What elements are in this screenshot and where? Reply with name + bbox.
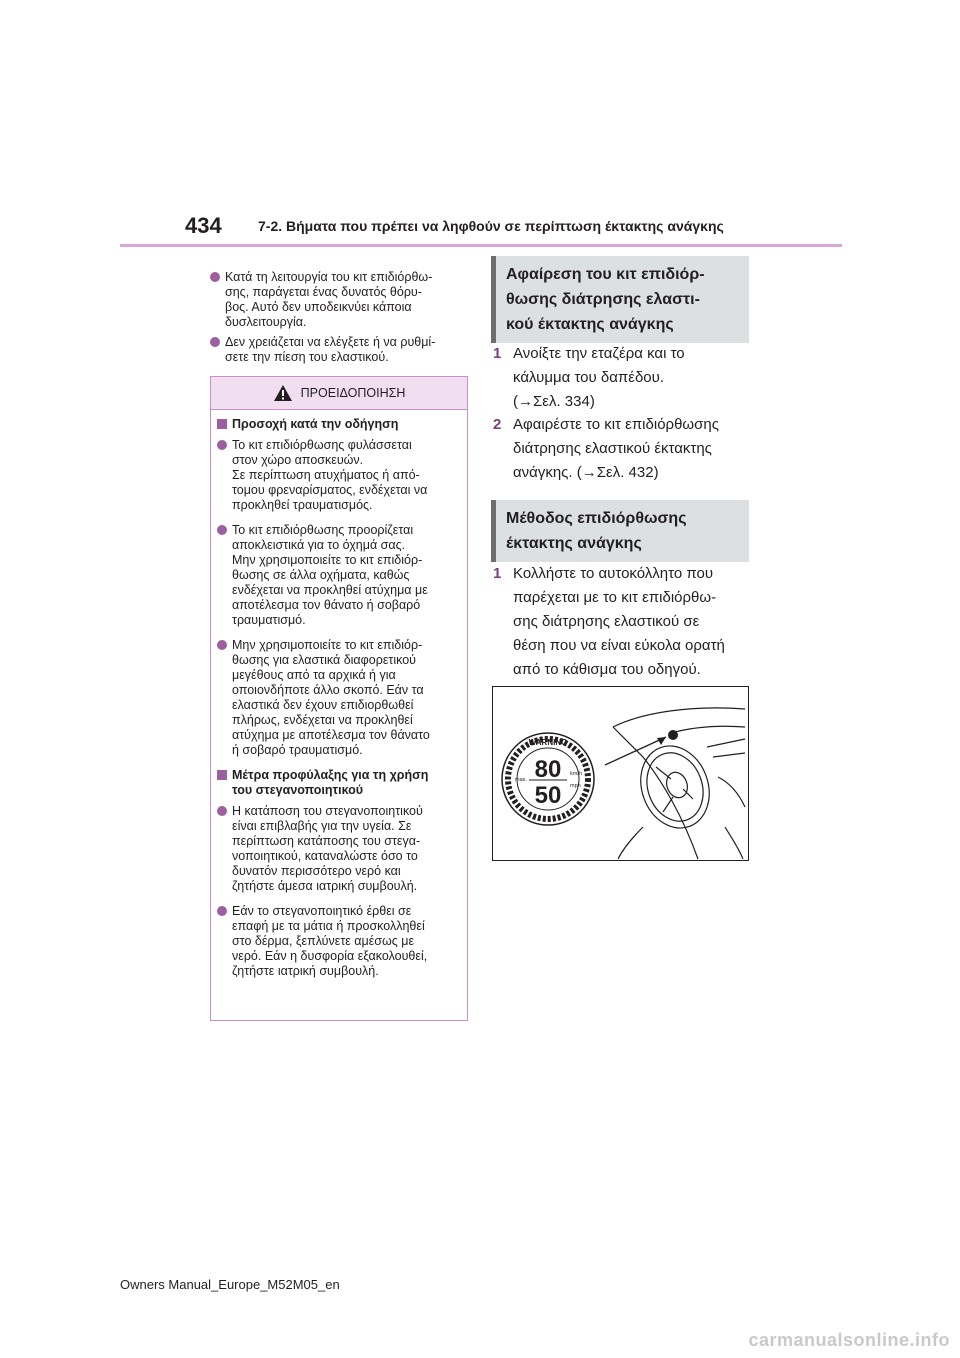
text-line: Εάν το στεγανοποιητικό έρθει σε — [232, 904, 412, 918]
subheading-text: Μέτρα προφύλαξης για τη χρήση — [232, 768, 429, 782]
text-line: Το κιτ επιδιόρθωσης φυλάσσεται — [232, 438, 412, 452]
sticker-speed-kmh: 80 — [534, 756, 562, 783]
text-line: Μην χρησιμοποιείτε το κιτ επιδιόρ- — [232, 553, 423, 567]
notes-list — [210, 270, 470, 370]
text-line: πλήρως, ενδέχεται να προκληθεί — [232, 713, 413, 727]
chapter-title: 7-2. Βήματα που πρέπει να ληφθούν σε περίπτωση έκτακτης ανάγκης — [258, 218, 724, 234]
step-item — [493, 342, 751, 414]
text-line: νοποιητικού, καταναλώστε όσο το — [232, 849, 418, 863]
sticker-unit-kmh: km/h — [570, 771, 582, 777]
bullet-icon — [217, 525, 227, 535]
text-line: Ανοίξτε την εταζέρα και το — [513, 345, 685, 362]
warning-triangle-icon — [273, 384, 293, 402]
text-line: ζητήστε άμεσα ιατρική συμβουλή. — [232, 879, 418, 893]
section-heading-method — [491, 500, 749, 562]
watermark: carmanualsonline.info — [748, 1330, 950, 1350]
text-line: Σε περίπτωση ατυχήματος ή από- — [232, 468, 420, 482]
sticker-max-label: max. — [515, 777, 527, 783]
text-line: διάτρησης ελαστικού έκτακτης — [513, 440, 712, 457]
text-line: Μην χρησιμοποιείτε το κιτ επιδιόρ- — [232, 638, 423, 652]
illustration-svg — [493, 687, 748, 860]
text-line: θωσης σε άλλα οχήματα, καθώς — [232, 568, 410, 582]
text-line: αποκλειστικά για το όχημά σας. — [232, 538, 406, 552]
note-item — [210, 335, 470, 365]
warning-item — [217, 904, 461, 979]
step-number: 1 — [493, 345, 502, 362]
text-line: ατύχημα με αποτέλεσμα τον θάνατο — [232, 728, 430, 742]
subheading-text: του στεγανοποιητικού — [232, 783, 364, 797]
warning-box — [210, 376, 468, 1021]
text-line: δυσλειτουργία. — [225, 315, 307, 329]
bullet-icon — [217, 906, 227, 916]
text-line: Η κατάποση του στεγανοποιητικού — [232, 804, 423, 818]
heading-line: κού έκτακτης ανάγκης — [506, 316, 674, 333]
text-line: στον χώρο αποσκευών. — [232, 453, 364, 467]
text-line: ζητήστε ιατρική συμβουλή. — [232, 964, 379, 978]
text-line: ή σοβαρό τραυματισμό. — [232, 743, 363, 757]
bullet-icon — [210, 272, 220, 282]
text-line: κάλυμμα του δαπέδου. — [513, 369, 665, 386]
bullet-icon — [217, 806, 227, 816]
sticker-warning: WARNING — [528, 738, 568, 747]
section-heading-removal — [491, 256, 749, 343]
note-item — [210, 270, 470, 330]
text-line: θέση που να είναι εύκολα ορατή — [513, 637, 725, 654]
text-line: Το κιτ επιδιόρθωσης προορίζεται — [232, 523, 414, 537]
text-line: ενδέχεται να προκληθεί ατύχημα με — [232, 583, 428, 597]
text-line: αποτέλεσμα τον θάνατο ή σοβαρό — [232, 598, 421, 612]
text-line: Αφαιρέστε το κιτ επιδιόρθωσης — [513, 416, 719, 433]
sticker-illustration — [492, 686, 749, 861]
text-line: στο δέρμα, ξεπλύνετε αμέσως με — [232, 934, 415, 948]
text-line: από το κάθισμα του οδηγού. — [513, 661, 701, 678]
text-line: Δεν χρειάζεται να ελέγξετε ή να ρυθμί- — [225, 335, 436, 349]
warning-item — [217, 438, 461, 513]
text-line: βος. Αυτό δεν υποδεικνύει κάποια — [225, 300, 412, 314]
warning-item — [217, 523, 461, 628]
page-number: 434 — [185, 213, 222, 238]
heading-line: έκτακτης ανάγκης — [506, 535, 642, 552]
text-line: ανάγκης. (→Σελ. 432) — [513, 464, 659, 481]
text-line: νερό. Εάν η δυσφορία εξακολουθεί, — [232, 949, 428, 963]
text-line: σης διάτρησης ελαστικού σε — [513, 613, 700, 630]
square-bullet-icon — [217, 770, 227, 780]
text-line: Κολλήστε το αυτοκόλλητο που — [513, 565, 714, 582]
step-number: 1 — [493, 565, 502, 582]
warning-subheading — [217, 417, 461, 432]
step-item — [493, 413, 751, 485]
step-item — [493, 562, 751, 682]
text-line: περίπτωση κατάποσης του στεγα- — [232, 834, 421, 848]
step-number: 2 — [493, 416, 502, 433]
bullet-icon — [210, 337, 220, 347]
text-line: σετε την πίεση του ελαστικού. — [225, 350, 389, 364]
warning-header — [211, 377, 467, 410]
text-line: επαφή με τα μάτια ή προσκολληθεί — [232, 919, 425, 933]
text-line: οποιονδήποτε άλλο σκοπό. Εάν τα — [232, 683, 424, 697]
text-line: σης, παράγεται ένας δυνατός θόρυ- — [225, 285, 422, 299]
text-line: δυνατόν περισσότερο νερό και — [232, 864, 401, 878]
text-line: Κατά τη λειτουργία του κιτ επιδιόρθω- — [225, 270, 433, 284]
warning-item — [217, 638, 461, 758]
page-reference: (→Σελ. 334) — [513, 393, 595, 410]
text-line: ελαστικά δεν έχουν επιδιορθωθεί — [232, 698, 414, 712]
warning-title: ΠΡΟΕΙΔΟΠΟΙΗΣΗ — [300, 386, 406, 400]
footer-text: Owners Manual_Europe_M52M05_en — [120, 1277, 340, 1292]
heading-line: Αφαίρεση του κιτ επιδιόρ- — [506, 266, 705, 283]
text-line: προκληθεί τραυματισμός. — [232, 498, 373, 512]
square-bullet-icon — [217, 419, 227, 429]
text-line: είναι επιβλαβής για την υγεία. Σε — [232, 819, 412, 833]
header-rule — [120, 244, 842, 247]
warning-subheading — [217, 768, 461, 798]
text-line: μεγέθους από τα αρχικά ή για — [232, 668, 396, 682]
sticker-unit-mph: mph — [570, 783, 581, 789]
subheading-text: Προσοχή κατά την οδήγηση — [232, 417, 399, 431]
warning-item — [217, 804, 461, 894]
heading-line: Μέθοδος επιδιόρθωσης — [506, 510, 687, 527]
text-line: παρέχεται με το κιτ επιδιόρθω- — [513, 589, 717, 606]
heading-line: θωσης διάτρησης ελαστι- — [506, 291, 700, 308]
text-line: τομου φρεναρίσματος, ενδέχεται να — [232, 483, 428, 497]
bullet-icon — [217, 440, 227, 450]
sticker-speed-mph: 50 — [534, 782, 562, 809]
bullet-icon — [217, 640, 227, 650]
text-line: θωσης για ελαστικά διαφορετικού — [232, 653, 416, 667]
text-line: τραυματισμό. — [232, 613, 306, 627]
